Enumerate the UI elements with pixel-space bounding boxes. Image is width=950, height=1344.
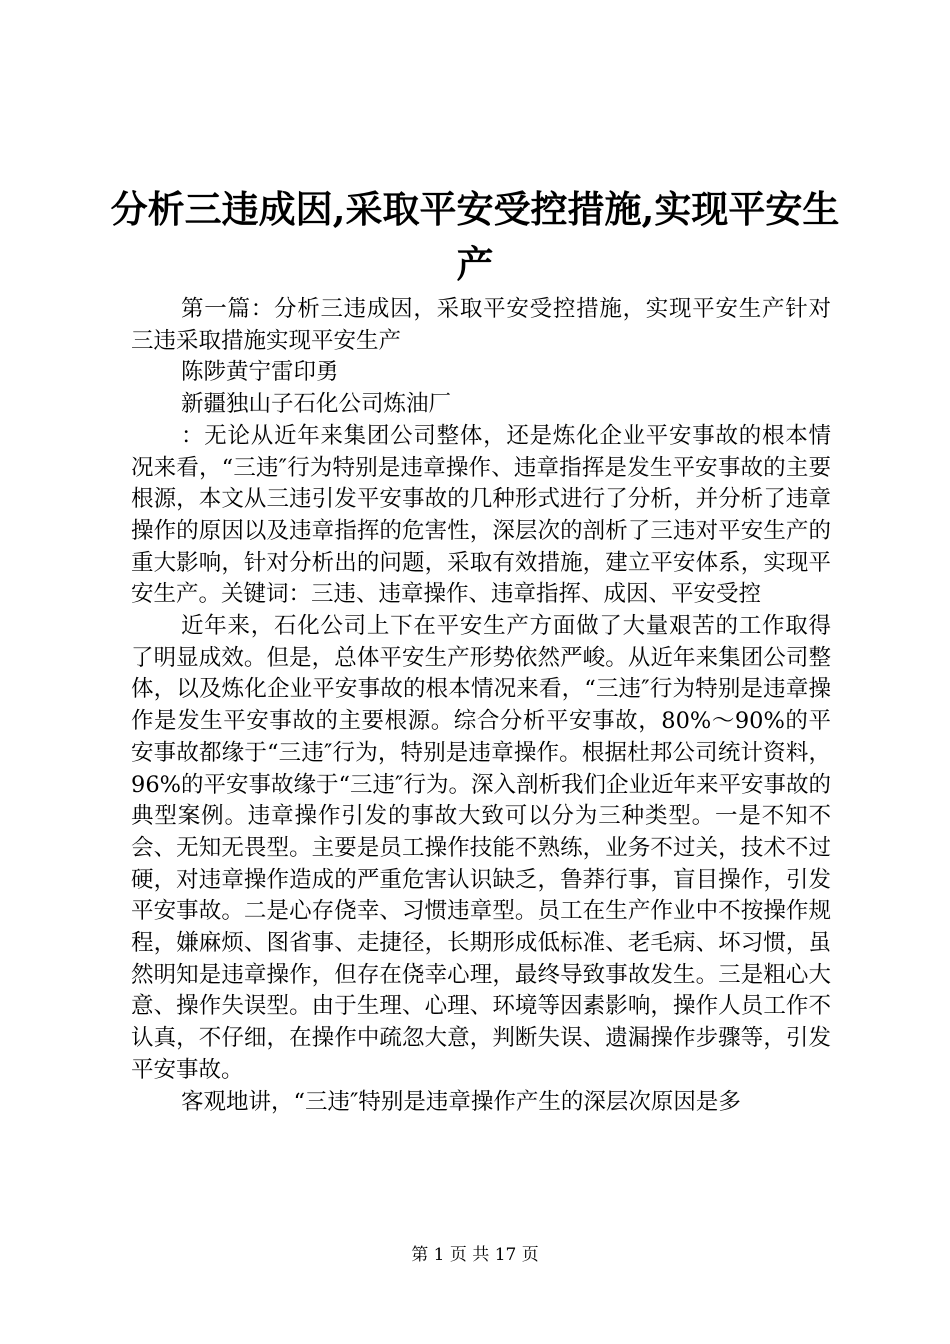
paragraph-affiliation: 新疆独山子石化公司炼油厂 bbox=[181, 391, 452, 418]
document-title: 分析三违成因,采取平安受控措施,实现平安生产 bbox=[110, 187, 840, 286]
paragraph-body-1: 近年来，石化公司上下在平安生产方面做了大量艰苦的工作取得了明显成效。但是，总体平安生产形势依然严峻。从近年来集团公司整体，以及炼化企业平安事故的根本情况来看，“三违″行为特别是违章操作是发生平安事故的主要根源。综合分析平安事故，80%～90%的平安事故都缘于“三违″行为，特别是违章操作。根据杜邦公司统计资料，96%的平安事故缘于“三违″行为。深入剖析我们企业近年来平安事故的典型案例。违章操作引发的事故大致可以分为三种类型。一是不知不会、无知无畏型。主要是员工操作技能不熟练，业务不过关，技术不过硬，对违章操作造成的严重危害认识缺乏，鲁莽行事，盲目操作，引发平安事故。二是心存侥幸、习惯违章型。员工在生产作业中不按操作规程，嫌麻烦、图省事、走捷径，长期形成低标准、老毛病、坏习惯，虽然明知是违章操作，但存在侥幸心理，最终导致事故发生。三是粗心大意、操作失误型。由于生理、心理、环境等因素影响，操作人员工作不认真，不仔细，在操作中疏忽大意，判断失误、遗漏操作步骤等，引发平安事故。 bbox=[131, 613, 831, 1083]
paragraph-abstract: ：无论从近年来集团公司整体，还是炼化企业平安事故的根本情况来看，“三违″行为特别是违章操作、违章指挥是发生平安事故的主要根源，本文从三违引发平安事故的几种形式进行了分析，并分析了违章操作的原因以及违章指挥的危害性，深层次的剖析了三违对平安生产的重大影响，针对分析出的问题，采取有效措施，建立平安体系，实现平安生产。关键词：三违、违章操作、违章指挥、成因、平安受控 bbox=[131, 422, 831, 608]
page-footer: 第 1 页 共 17 页 bbox=[411, 1245, 539, 1265]
paragraph-heading: 第一篇：分析三违成因，采取平安受控措施，实现平安生产针对三违采取措施实现平安生产 bbox=[131, 296, 831, 354]
paragraph-authors: 陈陟黄宁雷印勇 bbox=[181, 359, 339, 386]
document-body bbox=[131, 294, 831, 1118]
paragraph-body-2: 客观地讲，“三违″特别是违章操作产生的深层次原因是多 bbox=[181, 1088, 741, 1115]
